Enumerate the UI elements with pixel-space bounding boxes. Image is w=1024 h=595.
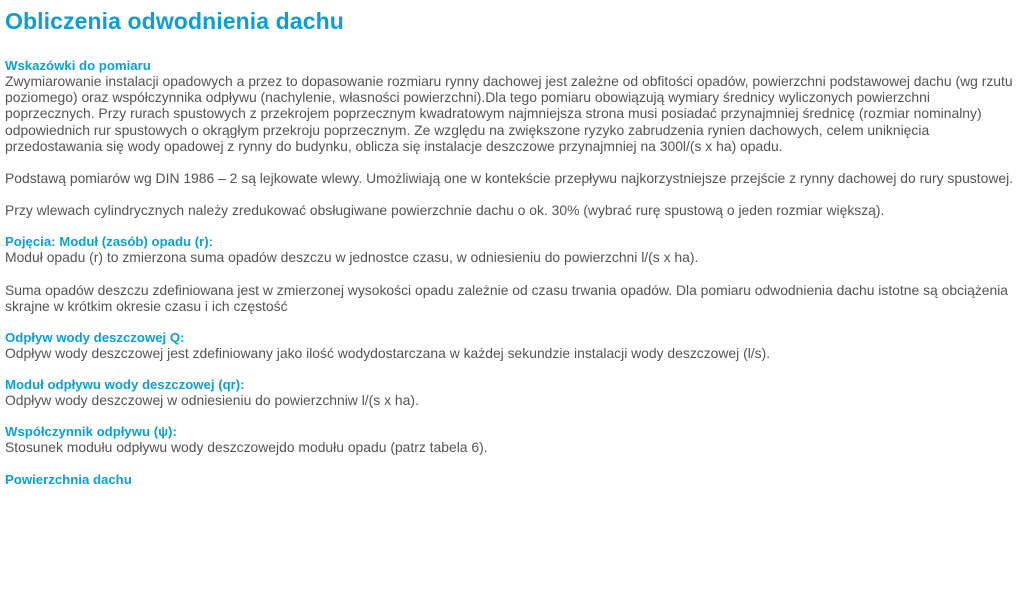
section-runoff-coefficient <box>5 424 1020 455</box>
section-heading: Współczynnik odpływu (ψ): <box>5 424 177 440</box>
document-page <box>5 0 1020 487</box>
section-rainwater-runoff <box>5 330 1020 361</box>
section-heading: Wskazówki do pomiaru <box>5 58 151 73</box>
paragraph: Odpływ wody deszczowej w odniesieniu do powierzchniw l/(s x ha). <box>5 392 419 409</box>
section-heading: Pojęcia: Moduł (zasób) opadu (r): <box>5 234 214 250</box>
paragraph: Moduł opadu (r) to zmierzona suma opadów deszczu w jednostce czasu, w odniesieniu do powierzchni l/(s x ha). <box>5 249 699 266</box>
paragraph: Zwymiarowanie instalacji opadowych a przez to dopasowanie rozmiaru rynny dachowej jest zależne od obfitości opadów, powierzchni podstawowej dachu (wg rzutu poziomego) oraz współczynnika odpływu (nachylenie, własności powierzchni).Dla tego pomiaru obowiązują wymiary średnicy wyliczonych powierzchni poprzecznych. Przy rurach spustowych z przekrojem poprzecznym kwadratowym najmniejsza strona musi posiadać przynajmniej średnicę (rozmiar nominalny) odpowiednich rur spustowych o okrągłym przekroju poprzecznym. Ze względu na zwiększone ryzyko zabrudzenia rynien dachowych, celem uniknięcia przedostawania się wody opadowej z rynny do budynku, oblicza się instalacje deszczowe przynajmniej na 300l/(s x ha) opadu. <box>5 73 1013 154</box>
paragraph: Przy wlewach cylindrycznych należy zredukować obsługiwane powierzchnie dachu o ok. 30% (wybrać rurę spustową o jeden rozmiar większą). <box>5 202 885 219</box>
paragraph: Podstawą pomiarów wg DIN 1986 – 2 są lejkowate wlewy. Umożliwiają one w kontekście przepływu najkorzystniejsze przejście z rynny dachowej do rury spustowej. <box>5 170 1014 187</box>
section-precipitation-module <box>5 234 1020 314</box>
paragraph: Odpływ wody deszczowej jest zdefiniowany jako ilość wodydostarczana w każdej sekundzie instalacji wody deszczowej (l/s). <box>5 345 771 362</box>
page-title: Obliczenia odwodnienia dachu <box>5 8 344 34</box>
paragraph: Suma opadów deszczu zdefiniowana jest w zmierzonej wysokości opadu zależnie od czasu trwania opadów. Dla pomiaru odwodnienia dachu istotne są obciążenia skrajne w krótkim okresie czasu i ich częstość <box>5 281 1009 314</box>
section-heading: Powierzchnia dachu <box>5 471 132 487</box>
title-spacer <box>5 36 1020 58</box>
section-heading: Moduł odpływu wody deszczowej (qr): <box>5 377 245 393</box>
section-roof-area <box>5 472 1020 487</box>
paragraph: Stosunek modułu odpływu wody deszczowejdo modułu opadu (patrz tabela 6). <box>5 439 488 456</box>
section-heading: Odpływ wody deszczowej Q: <box>5 330 185 346</box>
section-runoff-module <box>5 377 1020 408</box>
section-measurement-guidelines <box>5 58 1020 218</box>
